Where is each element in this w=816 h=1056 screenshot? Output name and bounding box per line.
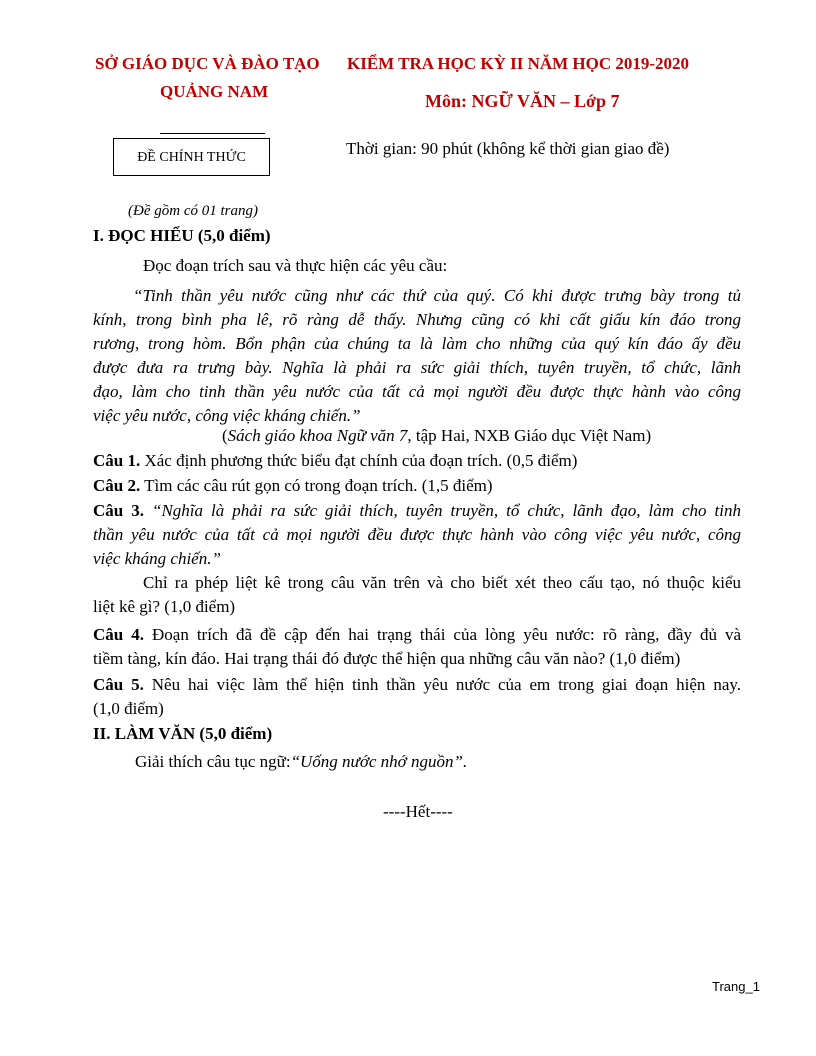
q2-label: Câu 2. <box>93 476 141 495</box>
page-number: Trang_1 <box>712 979 760 994</box>
source-rest: , tập Hai, NXB Giáo dục Việt Nam) <box>407 426 652 445</box>
prompt-text: Giải thích câu tục ngữ: <box>135 752 291 771</box>
passage-line: “Tinh thần yêu nước cũng như các thứ của quý. Có khi được trưng bày trong tủ <box>133 286 741 305</box>
q1-label: Câu 1. <box>93 451 141 470</box>
q3-task-line: Chỉ ra phép liệt kê trong câu văn trên và cho biết xét theo cấu tạo, nó thuộc kiểu <box>143 573 741 592</box>
proverb-quote: “Uống nước nhớ nguồn”. <box>290 752 468 771</box>
q3-task-line: liệt kê gì? (1,0 điểm) <box>93 597 236 616</box>
part1-heading: I. ĐỌC HIỂU (5,0 điểm) <box>93 226 271 245</box>
passage-line: đạo, làm cho tinh thần yêu nước của tất cả mọi người đều được thực hành vào công <box>93 382 741 401</box>
official-stamp-box: ĐỀ CHÍNH THỨC <box>113 138 270 176</box>
q5-label: Câu 5. <box>93 675 144 694</box>
q4-label: Câu 4. <box>93 625 144 644</box>
question-1 <box>93 449 577 473</box>
header-divider <box>160 133 265 134</box>
q3-label: Câu 3. <box>93 501 144 520</box>
exam-duration: Thời gian: 90 phút (không kể thời gian giao đề) <box>346 139 670 158</box>
q4-line: Câu 4. Đoạn trích đã đề cập đến hai trạng thái của lòng yêu nước: rõ ràng, đầy đủ và <box>93 625 742 644</box>
q5-line: (1,0 điểm) <box>93 699 164 718</box>
page-count-note: (Đề gồm có 01 trang) <box>128 203 258 219</box>
question-2 <box>93 474 493 498</box>
passage-line: kính, trong bình pha lê, rõ ràng dễ thấy. Nhưng cũng có khi cất giấu kín đáo trong <box>93 310 741 329</box>
source-book: Sách giáo khoa Ngữ văn 7 <box>227 426 408 445</box>
department-name: SỞ GIÁO DỤC VÀ ĐÀO TẠO <box>95 54 320 73</box>
question-3 <box>93 499 741 619</box>
passage-line: được đưa ra trưng bày. Nghĩa là phải ra sức giải thích, tuyên truyền, tổ chức, lãnh <box>93 358 741 377</box>
q4-line: tiềm tàng, kín đáo. Hai trạng thái đó được thể hiện qua những câu văn nào? (1,0 điểm) <box>93 649 681 668</box>
source-open: ( <box>222 426 228 445</box>
passage-line: việc yêu nước, công việc kháng chiến.” <box>93 406 361 425</box>
part2-prompt <box>135 750 467 774</box>
question-5 <box>93 673 741 721</box>
q5-line: Câu 5. Nêu hai việc làm thể hiện tinh thần yêu nước của em trong giai đoạn hiện nay. <box>93 675 742 694</box>
subject-line: Môn: NGỮ VĂN – Lớp 7 <box>425 91 620 111</box>
question-4 <box>93 623 741 671</box>
reading-passage <box>93 284 741 428</box>
exam-title: KIỂM TRA HỌC KỲ II NĂM HỌC 2019-2020 <box>347 54 690 73</box>
q3-quote-line: việc kháng chiến.” <box>93 549 221 568</box>
province-name: QUẢNG NAM <box>160 82 269 101</box>
q2-text: Tìm các câu rút gọn có trong đoạn trích. (1,5 điểm) <box>140 476 493 495</box>
passage-line: rương, trong hòm. Bổn phận của chúng ta là làm cho những của quý kín đáo ấy đều <box>93 334 741 353</box>
q3-quote-line: Câu 3. “Nghĩa là phải ra sức giải thích, tuyên truyền, tổ chức, lãnh đạo, làm cho tinh <box>93 501 741 520</box>
passage-source <box>222 424 651 448</box>
part2-heading: II. LÀM VĂN (5,0 điểm) <box>93 724 273 743</box>
part1-instruction: Đọc đoạn trích sau và thực hiện các yêu cầu: <box>143 256 448 275</box>
end-mark: ----Hết---- <box>383 802 453 821</box>
q3-quote-line: thần yêu nước của tất cả mọi người đều được thực hành vào công việc yêu nước, công <box>93 525 741 544</box>
q1-text: Xác định phương thức biểu đạt chính của đoạn trích. (0,5 điểm) <box>140 451 578 470</box>
